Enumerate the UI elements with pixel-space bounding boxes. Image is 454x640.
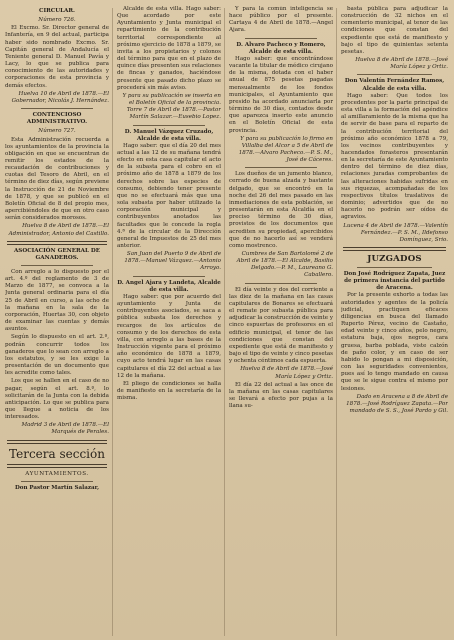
paragraph: Hago saber: Que todos los procedentes por la parte principal de esta villa a la formación del apéndice al amillaramiento de la misma que ha de servir de base para el reparto de la contribución territorial del próximo año económico 1878 a 79, los vecinos contribuyentes y hacendados forasteros presentarán en la secretaría de este Ayuntamiento dentro del término de diez días, relaciones juradas comprobantes de las alteraciones habidas sufridas en sus riquezas, acompañadas de los respectivos títulos traslativos de dominio; advertidos que de no hacerlo no podrán ser oídos de agravios. [341, 92, 448, 221]
double-rule [343, 247, 446, 251]
official-name: Don Pastor Martín Salazar, [14, 484, 100, 491]
double-rule [7, 241, 107, 245]
separator [21, 265, 93, 266]
official-name: D. Manuel Vázquez Cruzado, Alcalde de esta villa. [124, 128, 214, 142]
paragraph: El pliego de condiciones se halla de manifiesto en la secretaría de la misma. [117, 380, 221, 402]
paragraph: Alcalde de esta villa. Hago saber: Que acordado por este Ayuntamiento y Junta municipal el repartimiento de la contribución territorial correspondiente al próximo ejercicio de 1878 a 1879, se invita a los propietarios y colonos del término para que en el plazo de quince días presenten sus relaciones de fincas y ganados, haciéndose presente que pasado dicho plazo se procederá sin más aviso. [117, 6, 221, 91]
separator [21, 108, 93, 109]
signature: Huelva 8 de Abril de 1878.—José María López y Ortiz. [240, 366, 333, 380]
double-rule [7, 440, 107, 444]
signature: Huelva 10 de Abril de 1878.—El Gobernador, Nicolás J. Hernández. [11, 90, 109, 104]
official-name: D. Alvaro Pacheco y Romero, Alcalde de esta villa. [236, 41, 326, 55]
separator [21, 481, 93, 482]
column-divider [224, 8, 225, 636]
paragraph: Según lo dispuesto en el art. 2.º, podrán concurrir todos los ganaderos que lo sean con arreglo a los estatutos, y se les exige la presentación de un documento que les acredite como tales. [5, 334, 109, 377]
paragraph: El día 22 del actual a las once de la mañana en las casas capitulares se llevará a efecto por pujas a la llana su- [229, 381, 333, 410]
column-divider [112, 8, 113, 636]
paragraph: Y para la común inteligencia se hace público por el presente. Cartaya 4 de Abril de 1878.—Angel Ajara. [229, 6, 333, 34]
signature: Madrid 3 de Abril de 1878.—El Marqués de Perales. [21, 422, 109, 436]
signature: Huelva 8 de Abril de 1878.—José María López y Ortiz. [355, 57, 448, 71]
section-heading: CIRCULAR. [39, 8, 75, 14]
section-heading: CONTENCIOSO ADMINISTRATIVO. [26, 112, 88, 126]
separator [245, 38, 317, 39]
separator [357, 267, 432, 268]
paragraph: Hago saber: que por acuerdo del ayuntamiento y Junta de contribuyentes asociados, se saca a pública subasta los derechos y recargos de los artículos de consumo y de los derechos de esta villa, con arreglo a las bases de la Instrucción vigente para el próximo año económico de 1878 a 1879, cuyo acto tendrá lugar en las casas capitulares el día 22 del actual a las 12 de la mañana. [117, 293, 221, 379]
signature: San Juan del Puerto 9 de Abril de 1878.—Manuel Vázquez.—Antonio Arroyo. [124, 251, 221, 272]
column-2 [117, 6, 221, 636]
column-3 [229, 6, 333, 636]
paragraph: Por la presente exhorto a todas las autoridades y agentes de la policía judicial, practiquen eficaces diligencias en busca del llamado Ruperto Pérez, vecino de Castaño, edad veinte y cinco años, pelo negro, estatura baja, ojos negros, cara gruesa, barba poblada, viste calzón de paño color, y en caso de ser habido lo pongan a mi disposición, con las seguridades convenientes, pues así lo tengo mandado en causa que se le sigue contra el mismo por lesiones. [341, 292, 448, 392]
separator [245, 167, 317, 168]
paragraph: El Excmo. Sr. Director general de Infantería, en 9 del actual, participa haber sido nombrado Excmo. Sr. Capitán general de Andalucía el Teniente general D. Manuel Pavía y Lacy, lo que se publica para conocimiento de las autoridades y corporaciones de esta provincia y demás efectos. [5, 25, 109, 89]
column-divider [336, 8, 337, 636]
column-4 [341, 6, 448, 636]
separator [245, 283, 317, 284]
paragraph: El día veinte y dos del corriente a las diez de la mañana en las casas capitulares de Bonares se efectuará el remate por subasta pública para adjudicar la construcción de veinte y cinco espuertas de profesores en el edificio municipal, el tenor de las condiciones que constan del expediente que está de manifiesto y bajo el tipo de veinte y cinco pesetas y ochenta céntimos cada espuerta. [229, 286, 333, 365]
signature: Lucena 4 de Abril de 1878.—Valentín Fernández.—P. S. M., Ildefonso Domínguez, Srio. [343, 222, 448, 243]
separator [133, 276, 205, 277]
paragraph: Los dueños de un jumento blanco, cerrado de buena alzada y bastante delgado, que se encontró en la noche del 26 del mes pasado en las inmediaciones de esta población, se presentarán en esta Alcaldía en el preciso término de 30 días, provistos de los documentos que acrediten su propiedad, apercibidos que de no hacerlo así se venderá como mostrenco. [229, 171, 333, 249]
section-title: JUZGADOS [367, 254, 422, 264]
signature: Y para su publicación lo firmo en Villalba del Alcor a 5 de Abril de 1878.—Alvaro Pacheco.—P. S. M., José de Cáceres. [238, 135, 333, 164]
double-rule [7, 464, 107, 468]
paragraph: Hago saber: que el día 20 del mes actual a las 12 de su mañana tendrá efecto en esta casa capitular el acto de la subasta para el cobro en el próximo año de 1878 a 1879 de los derechos sobre las especies de consumo, debiendo tener presente que no se efectuará más que una sola subasta por haber utilizado la corporación municipal y contribuyentes anotados las facultades que le concede la regla 4.ª de la circular de la Dirección general de Impuestos de 25 del mes anterior. [117, 142, 221, 249]
signature: Dado en Aracena a 8 de Abril de 1878.—José Rodríguez Zapata.—Por mandado de S. S., José Pardo y Gil. [346, 393, 448, 414]
signature: Y para su publicación se inserta en el Boletín Oficial de la provincia. Torre 7 de Abril de 1878.—Pastor Martín Salazar.—Eusebio Lopez. [122, 92, 221, 121]
paragraph: Esta Administración recuerda a los ayuntamientos de la provincia la obligación en que se encuentran de remitir los estados de la recaudación de contribuciones y cuotas del Tesoro de Abril, en el término de diez días, según previene la Instrucción de 21 de Noviembre de 1878, y que se publicó en el Boletín Oficial de 8 del propio mes, apercibiéndoles de que en otro caso serán considerados morosos. [5, 136, 109, 222]
paragraph: Hago saber: que encontrándose vacante la titular de médico cirujano de la misma, dotada con el haber anual de 875 pesetas pagadas mensualmente de los fondos municipales, el Ayuntamiento que presido ha acordado anunciarla por término de 30 días, contados desde que aparezca inserto este anuncio en el Boletín Oficial de esta provincia. [229, 55, 333, 134]
column-1 [5, 6, 109, 636]
paragraph: Los que se hallen en el caso de no pagar, según el art. 8.º, lo solicitarán de la Junta con la debida anticipación. Lo que se publica para que llegue a noticia de los interesados. [5, 378, 109, 421]
subsection-heading: AYUNTAMIENTOS. [25, 470, 89, 477]
section-title: Tercera sección [9, 446, 105, 461]
official-name: D. Angel Ajara y Landeta, Alcalde de esta villa. [117, 279, 221, 293]
paragraph: basta pública para adjudicar la construcción de 32 nichos en el cementerio municipal, al tenor de las condiciones que constan del expediente que está de manifiesto y bajo el tipo de quinientas setenta pesetas. [341, 6, 448, 55]
signature: Huelva 8 de Abril de 1878.—El Administrador, Antonio del Castillo. [8, 223, 109, 237]
separator [357, 74, 432, 75]
signature: Cumbres de San Bartolomé 2 de Abril de 1878.—El Alcalde, Basilio Delgado.—P. M., Laureano G. Caballero. [236, 251, 333, 279]
section-heading: ASOCIACIÓN GENERAL DE GANADEROS. [13, 247, 101, 261]
separator [133, 125, 205, 126]
paragraph: Con arreglo a lo dispuesto por el art. 4.º del reglamento de 3 de Marzo de 1877, se convoca a la Junta general ordinaria para el día 25 de Abril en curso, a las ocho de la mañana en la sala de la corporación, Huertas 30, con objeto de examinar las cuentas y demás asuntos. [5, 269, 109, 333]
official-name: Don Valentín Fernández Ramos, Alcalde de esta villa. [344, 78, 445, 92]
official-name: Don José Rodríguez Zapata, Juez de primera instancia del partido de Aracena. [343, 271, 446, 292]
notice-number: Número 726. [38, 17, 76, 24]
notice-number: Número 727. [38, 128, 76, 135]
